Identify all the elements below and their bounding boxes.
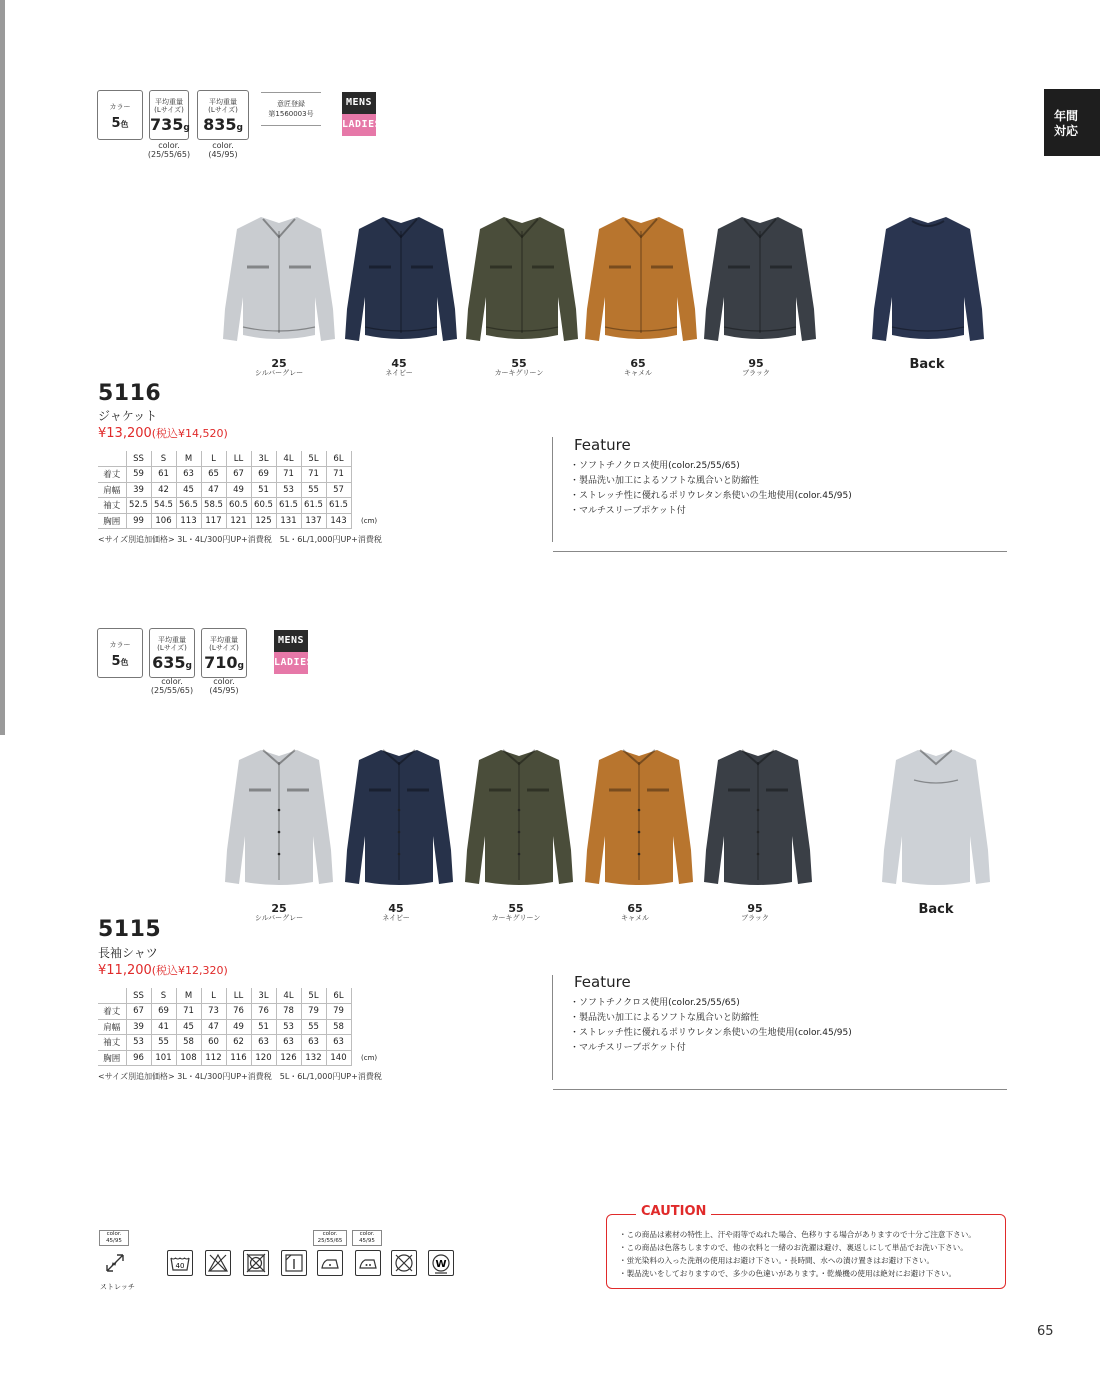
weight-value: 835	[203, 115, 237, 134]
size-cell: 61.5	[301, 498, 326, 514]
size-cell: 131	[276, 513, 301, 529]
size-cell: 79	[301, 1004, 326, 1020]
page-number: 65	[1037, 1324, 1054, 1339]
size-header-cell: 4L	[276, 451, 301, 467]
divider	[552, 437, 553, 542]
feature-item: ・ソフトチノクロス使用(color.25/55/65)	[570, 461, 740, 471]
model-number: 5116	[98, 381, 162, 406]
size-unit: (cm)	[361, 1054, 378, 1062]
size-cell: 116	[226, 1050, 251, 1066]
size-cell: 71	[301, 467, 326, 483]
color-name: ブラック	[741, 914, 769, 922]
garment-65-image	[577, 740, 701, 890]
size-row	[98, 1050, 351, 1066]
size-header-cell: 5L	[301, 988, 326, 1004]
feature-title: Feature	[574, 973, 631, 991]
price-value: ¥13,200	[98, 426, 152, 441]
caution-list	[607, 1215, 1005, 1280]
size-header-cell: 5L	[301, 451, 326, 467]
size-cell: 63	[176, 467, 201, 483]
size-header-corner	[98, 451, 126, 467]
size-cell: 61.5	[276, 498, 301, 514]
size-cell: 55	[301, 482, 326, 498]
size-cell: 67	[126, 1004, 151, 1020]
size-cell: 49	[226, 482, 251, 498]
color-code: 55	[508, 902, 524, 915]
size-cell: 71	[276, 467, 301, 483]
weight-unit: g	[185, 661, 192, 671]
size-cell: 132	[301, 1050, 326, 1066]
feature-item: ・製品洗い加工によるソフトな風合いと防縮性	[570, 1013, 759, 1023]
price-value: ¥11,200	[98, 963, 152, 978]
size-cell: 41	[151, 1019, 176, 1035]
size-cell: 47	[201, 1019, 226, 1035]
professional-mark: W	[435, 1259, 447, 1270]
weight-label: 平均重量 (Lサイズ)	[208, 98, 238, 114]
size-row	[98, 482, 351, 498]
section-rule	[553, 1089, 1007, 1090]
color-count-box	[97, 628, 143, 678]
ladies-badge: LADIES	[274, 652, 308, 674]
weight-label: 平均重量 (Lサイズ)	[154, 98, 184, 114]
size-header-cell: S	[151, 988, 176, 1004]
additional-price: <サイズ別追加価格> 3L・4L/300円UP+消費税 5L・6L/1,000円UP+消費税	[98, 1072, 382, 1081]
size-cell: 71	[326, 467, 351, 483]
color-code: 45	[391, 357, 407, 370]
size-cell: 58	[176, 1035, 201, 1051]
size-cell: 47	[201, 482, 226, 498]
garment-65-image	[579, 205, 703, 355]
iron-low-icon	[317, 1250, 343, 1276]
color-code: 55	[511, 357, 527, 370]
divider	[552, 975, 553, 1080]
garment-back-image	[866, 205, 990, 355]
no-dry-clean-icon	[391, 1250, 417, 1276]
size-cell: 120	[251, 1050, 276, 1066]
caution-item: ・ 蛍光染料の入った洗剤の使用はお避け下さい。・長時間、水への漬け置きはお避け下さい。	[619, 1254, 1005, 1267]
size-cell: 96	[126, 1050, 151, 1066]
size-header-cell: LL	[226, 451, 251, 467]
size-header-cell: S	[151, 451, 176, 467]
size-cell: 45	[176, 482, 201, 498]
size-cell: 60	[201, 1035, 226, 1051]
weight-box-2	[197, 90, 249, 140]
color-code: 25	[271, 357, 287, 370]
size-header-cell: 4L	[276, 988, 301, 1004]
size-cell: 69	[251, 467, 276, 483]
size-cell: 126	[276, 1050, 301, 1066]
weight-color-note-2: color. (45/95)	[208, 141, 238, 159]
size-cell: 112	[201, 1050, 226, 1066]
no-bleach-icon	[205, 1250, 231, 1276]
size-header-cell: LL	[226, 988, 251, 1004]
stretch-label: ストレッチ	[100, 1283, 135, 1291]
ladies-badge: LADIES	[342, 114, 376, 136]
color-name: カーキグリーン	[494, 369, 544, 377]
size-cell: 59	[126, 467, 151, 483]
color-name: ネイビー	[382, 914, 410, 922]
caution-item: ・ この商品は色落ちしますので、他の衣料と一緒のお洗濯は避け、裏返しにして単品でお洗い下さい。	[619, 1241, 1005, 1254]
size-cell: 67	[226, 467, 251, 483]
season-tab	[1044, 89, 1100, 156]
mens-badge: MENS	[342, 92, 376, 114]
color-code: 95	[747, 902, 763, 915]
feature-item: ・ストレッチ性に優れるポリウレタン糸使いの生地使用(color.45/95)	[570, 491, 852, 501]
size-cell: 143	[326, 513, 351, 529]
design-registration: 意匠登録 第1560003号	[261, 92, 321, 126]
size-cell: 106	[151, 513, 176, 529]
wash-temp: 40	[175, 1262, 185, 1270]
weight-color-note-2: color. (45/95)	[209, 677, 239, 695]
weight-unit: g	[183, 123, 190, 133]
weight-box-1	[149, 628, 195, 678]
size-cell: 76	[226, 1004, 251, 1020]
color-label: カラー	[109, 103, 131, 111]
size-row-label: 肩幅	[98, 482, 126, 498]
page-edge-bar	[0, 0, 5, 735]
color-code: 25	[271, 902, 287, 915]
size-cell: 61	[151, 467, 176, 483]
color-label: カラー	[109, 641, 131, 649]
color-name: ブラック	[742, 369, 770, 377]
size-cell: 60.5	[251, 498, 276, 514]
size-cell: 49	[226, 1019, 251, 1035]
garment-95-image	[698, 205, 822, 355]
size-cell: 53	[276, 482, 301, 498]
feature-title: Feature	[574, 436, 631, 454]
size-cell: 39	[126, 482, 151, 498]
size-cell: 79	[326, 1004, 351, 1020]
size-row-label: 胸囲	[98, 1050, 126, 1066]
size-cell: 53	[276, 1019, 301, 1035]
size-cell: 60.5	[226, 498, 251, 514]
size-cell: 52.5	[126, 498, 151, 514]
garment-55-image	[457, 740, 581, 890]
price	[98, 425, 228, 441]
size-cell: 54.5	[151, 498, 176, 514]
weight-color-note-1: color. (25/55/65)	[150, 677, 194, 695]
color-code: 95	[748, 357, 764, 370]
iron-medium-icon	[355, 1250, 381, 1276]
model-number: 5115	[98, 917, 162, 942]
feature-item: ・マルチスリーブポケット付	[570, 1043, 686, 1053]
feature-item: ・ストレッチ性に優れるポリウレタン糸使いの生地使用(color.45/95)	[570, 1028, 852, 1038]
weight-box-1	[149, 90, 189, 140]
size-cell: 57	[326, 482, 351, 498]
feature-item: ・ソフトチノクロス使用(color.25/55/65)	[570, 998, 740, 1008]
color-count: 5	[111, 654, 121, 669]
color-name: キャメル	[624, 369, 652, 377]
weight-value: 735	[150, 115, 184, 134]
size-cell: 58.5	[201, 498, 226, 514]
color-code: 65	[627, 902, 643, 915]
weight-unit: g	[237, 661, 244, 671]
size-row-label: 袖丈	[98, 498, 126, 514]
caution-item: ・ 製品洗いをしておりますので、多少の色違いがあります。・乾燥機の使用は絶対にお避け下さい。	[619, 1267, 1005, 1280]
season-line-2: 対応	[1054, 124, 1079, 138]
garment-25-image	[217, 205, 341, 355]
price-tax: (税込¥14,520)	[151, 427, 228, 440]
size-cell: 63	[326, 1035, 351, 1051]
color-unit: 色	[120, 658, 129, 667]
feature-list	[570, 459, 852, 519]
size-header-corner	[98, 988, 126, 1004]
size-header-row	[98, 451, 351, 467]
size-header-cell: SS	[126, 988, 151, 1004]
color-name: シルバーグレー	[254, 914, 304, 922]
size-row-label: 着丈	[98, 467, 126, 483]
size-row	[98, 1019, 351, 1035]
size-cell: 63	[276, 1035, 301, 1051]
professional-wet-clean-icon	[428, 1250, 454, 1276]
weight-box-2	[201, 628, 247, 678]
size-header-cell: M	[176, 451, 201, 467]
size-cell: 63	[301, 1035, 326, 1051]
size-cell: 55	[301, 1019, 326, 1035]
additional-price: <サイズ別追加価格> 3L・4L/300円UP+消費税 5L・6L/1,000円UP+消費税	[98, 535, 382, 544]
size-row-label: 着丈	[98, 1004, 126, 1020]
size-row	[98, 513, 351, 529]
size-cell: 140	[326, 1050, 351, 1066]
price-tax: (税込¥12,320)	[151, 964, 228, 977]
size-cell: 113	[176, 513, 201, 529]
size-cell: 42	[151, 482, 176, 498]
size-cell: 58	[326, 1019, 351, 1035]
feature-list	[570, 996, 852, 1056]
iron-color-note-2: color. 45/95	[352, 1230, 382, 1246]
color-name: ネイビー	[385, 369, 413, 377]
weight-value: 710	[204, 653, 238, 672]
size-cell: 73	[201, 1004, 226, 1020]
weight-unit: g	[236, 123, 243, 133]
color-unit: 色	[120, 120, 129, 129]
size-cell: 45	[176, 1019, 201, 1035]
mens-badge: MENS	[274, 630, 308, 652]
garment-45-image	[337, 740, 461, 890]
product-name: ジャケット	[98, 409, 158, 423]
size-header-cell: 6L	[326, 988, 351, 1004]
garment-back-image	[874, 740, 998, 890]
size-cell: 71	[176, 1004, 201, 1020]
size-cell: 61.5	[326, 498, 351, 514]
weight-color-note-1: color. (25/55/65)	[147, 141, 191, 159]
no-tumble-dry-icon	[243, 1250, 269, 1276]
size-row	[98, 1035, 351, 1051]
size-row-label: 肩幅	[98, 1019, 126, 1035]
product-name: 長袖シャツ	[98, 946, 158, 960]
size-cell: 117	[201, 513, 226, 529]
color-name: シルバーグレー	[254, 369, 304, 377]
size-cell: 108	[176, 1050, 201, 1066]
size-table	[98, 451, 352, 529]
size-header-cell: L	[201, 451, 226, 467]
back-label: Back	[918, 902, 954, 917]
size-header-cell: 3L	[251, 988, 276, 1004]
garment-55-image	[460, 205, 584, 355]
weight-value: 635	[152, 653, 186, 672]
weight-label: 平均重量 (Lサイズ)	[157, 636, 187, 652]
garment-25-image	[217, 740, 341, 890]
size-cell: 76	[251, 1004, 276, 1020]
back-label: Back	[909, 357, 945, 372]
season-line-1: 年間	[1054, 109, 1079, 123]
line-dry-shade-icon	[281, 1250, 307, 1276]
size-cell: 137	[301, 513, 326, 529]
size-header-cell: L	[201, 988, 226, 1004]
size-cell: 51	[251, 1019, 276, 1035]
stretch-icon	[104, 1252, 126, 1278]
size-row	[98, 498, 351, 514]
feature-item: ・マルチスリーブポケット付	[570, 506, 686, 516]
size-cell: 65	[201, 467, 226, 483]
size-cell: 55	[151, 1035, 176, 1051]
color-name: キャメル	[621, 914, 649, 922]
garment-45-image	[339, 205, 463, 355]
size-cell: 62	[226, 1035, 251, 1051]
size-row	[98, 467, 351, 483]
size-cell: 69	[151, 1004, 176, 1020]
size-cell: 121	[226, 513, 251, 529]
size-cell: 125	[251, 513, 276, 529]
color-name: カーキグリーン	[491, 914, 541, 922]
size-header-row	[98, 988, 351, 1004]
wash-40-icon	[167, 1250, 193, 1276]
size-cell: 51	[251, 482, 276, 498]
stretch-color-note: color. 45/95	[99, 1230, 129, 1246]
size-cell: 53	[126, 1035, 151, 1051]
size-cell: 78	[276, 1004, 301, 1020]
size-cell: 39	[126, 1019, 151, 1035]
color-code: 45	[388, 902, 404, 915]
feature-item: ・製品洗い加工によるソフトな風合いと防縮性	[570, 476, 759, 486]
caution-box	[606, 1214, 1006, 1289]
iron-color-note-1: color. 25/55/65	[313, 1230, 347, 1246]
size-cell: 101	[151, 1050, 176, 1066]
color-code: 65	[630, 357, 646, 370]
size-header-cell: M	[176, 988, 201, 1004]
size-cell: 99	[126, 513, 151, 529]
weight-label: 平均重量 (Lサイズ)	[209, 636, 239, 652]
price	[98, 962, 228, 978]
caution-item: ・ この商品は素材の特性上、汗や雨等でぬれた場合、色移りする場合がありますので十分ご注意下さい。	[619, 1228, 1005, 1241]
caution-title: CAUTION	[636, 1204, 711, 1219]
garment-95-image	[696, 740, 820, 890]
color-count: 5	[111, 116, 121, 131]
size-row-label: 袖丈	[98, 1035, 126, 1051]
size-row-label: 胸囲	[98, 513, 126, 529]
size-table	[98, 988, 352, 1066]
size-header-cell: SS	[126, 451, 151, 467]
size-cell: 63	[251, 1035, 276, 1051]
size-header-cell: 6L	[326, 451, 351, 467]
size-header-cell: 3L	[251, 451, 276, 467]
size-row	[98, 1004, 351, 1020]
size-cell: 56.5	[176, 498, 201, 514]
color-count-box	[97, 90, 143, 140]
size-unit: (cm)	[361, 517, 378, 525]
section-rule	[553, 551, 1007, 552]
